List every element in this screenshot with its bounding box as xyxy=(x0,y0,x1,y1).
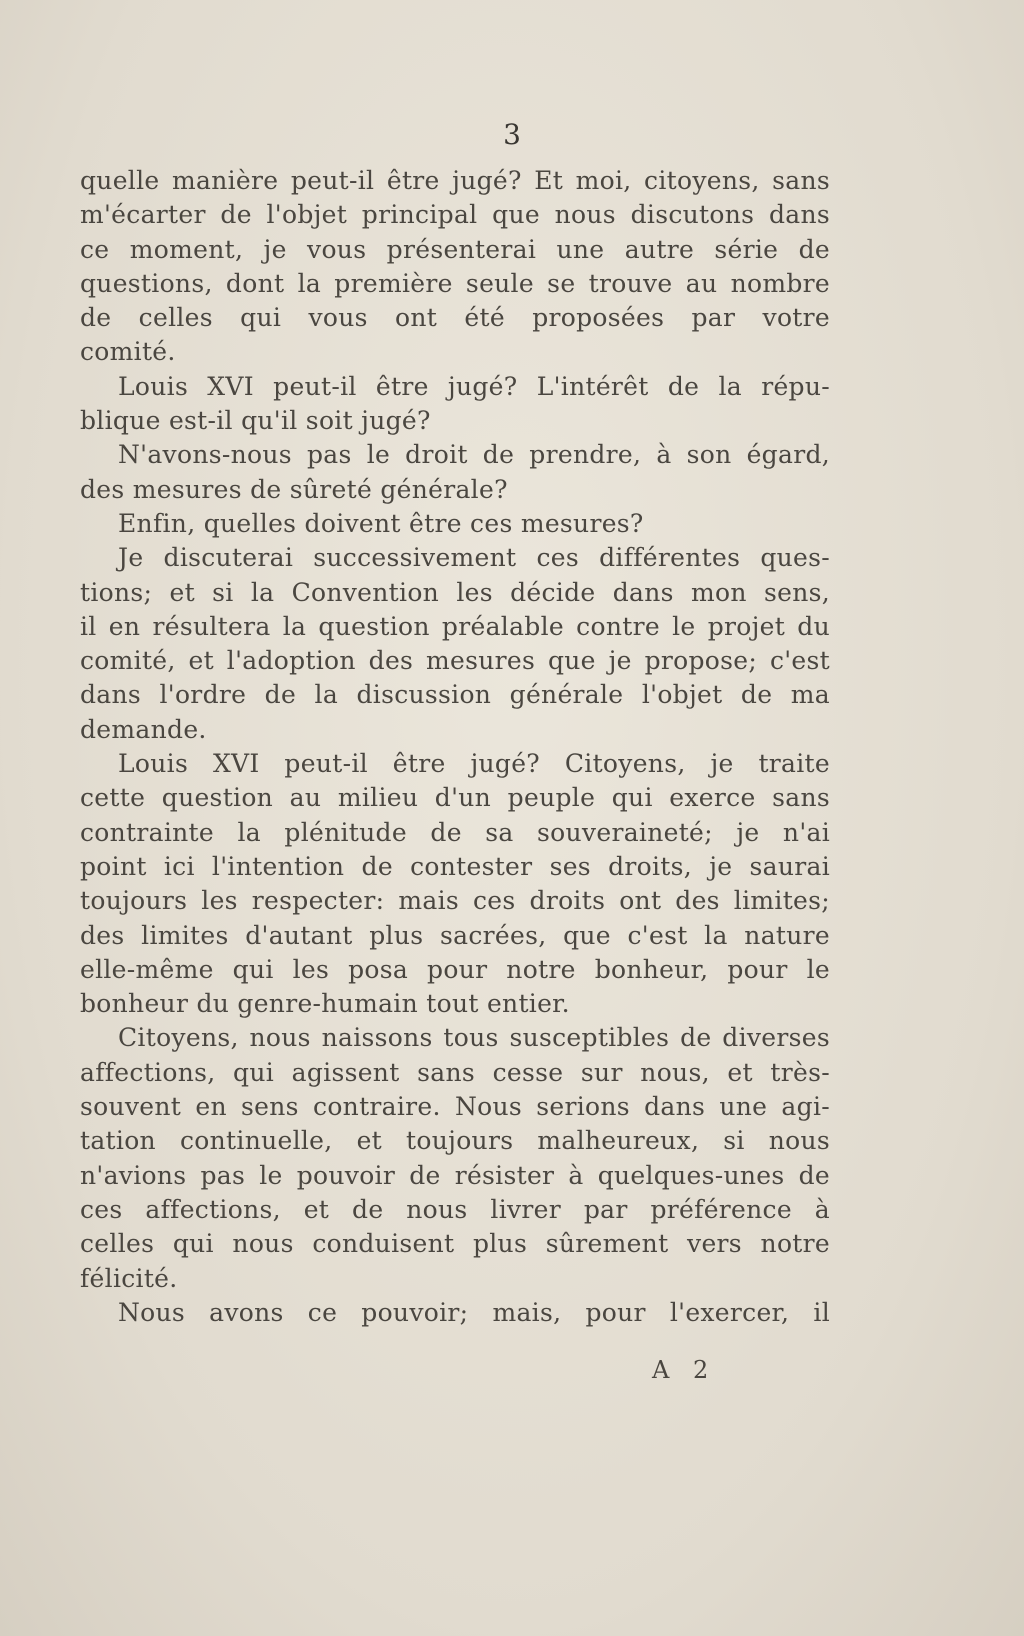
text-line: Nous avons ce pouvoir; mais, pour l'exercer, il xyxy=(118,1297,830,1327)
text-line: il en résultera la question préalable contre le projet du xyxy=(80,611,830,641)
text-line: Louis XVI peut-il être jugé? L'intérêt de la répu- xyxy=(118,371,830,401)
text-line: souvent en sens contraire. Nous serions dans une agi- xyxy=(80,1092,830,1122)
text-line: des limites d'autant plus sacrées, que c'est la nature xyxy=(80,920,830,950)
text-line: félicité. xyxy=(80,1263,178,1293)
body-text xyxy=(80,164,830,1330)
text-line: Citoyens, nous naissons tous susceptibles de diverses xyxy=(118,1023,830,1053)
text-line: Je discuterai successivement ces différentes ques- xyxy=(118,543,830,573)
page-number: 3 xyxy=(503,118,521,151)
text-line: point ici l'intention de contester ses droits, je saurai xyxy=(80,851,830,881)
text-line: comité. xyxy=(80,337,176,367)
text-line: comité, et l'adoption des mesures que je propose; c'est xyxy=(80,646,830,676)
text-line: N'avons-nous pas le droit de prendre, à son égard, xyxy=(118,440,830,470)
text-line: m'écarter de l'objet principal que nous discutons dans xyxy=(80,200,830,230)
text-line: cette question au milieu d'un peuple qui exerce sans xyxy=(80,783,830,813)
text-line: des mesures de sûreté générale? xyxy=(80,474,508,504)
text-line: de celles qui vous ont été proposées par votre xyxy=(80,303,830,333)
text-line: bonheur du genre-humain tout entier. xyxy=(80,989,570,1019)
text-line: quelle manière peut-il être jugé? Et moi, citoyens, sans xyxy=(80,166,830,195)
text-line: tions; et si la Convention les décide dans mon sens, xyxy=(80,577,830,607)
text-line: toujours les respecter: mais ces droits ont des limites; xyxy=(80,886,830,916)
text-line: Enfin, quelles doivent être ces mesures? xyxy=(118,508,644,538)
text-line: ce moment, je vous présenterai une autre série de xyxy=(80,234,830,264)
text-line: affections, qui agissent sans cesse sur nous, et très- xyxy=(80,1057,830,1087)
text-line: blique est-il qu'il soit jugé? xyxy=(80,406,431,436)
text-line: demande. xyxy=(80,714,207,744)
text-line: tation continuelle, et toujours malheureux, si nous xyxy=(80,1126,830,1156)
text-line: dans l'ordre de la discussion générale l'objet de ma xyxy=(80,680,830,710)
text-line: elle-même qui les posa pour notre bonheur, pour le xyxy=(80,954,830,984)
text-line: contrainte la plénitude de sa souveraineté; je n'ai xyxy=(80,817,830,847)
text-line: n'avions pas le pouvoir de résister à quelques-unes de xyxy=(80,1160,830,1190)
text-line: questions, dont la première seule se trouve au nombre xyxy=(80,268,830,298)
signature-mark: A 2 xyxy=(652,1356,717,1384)
text-line: ces affections, et de nous livrer par préférence à xyxy=(80,1194,830,1224)
text-line: Louis XVI peut-il être jugé? Citoyens, je traite xyxy=(118,749,830,779)
text-line: celles qui nous conduisent plus sûrement vers notre xyxy=(80,1229,830,1259)
